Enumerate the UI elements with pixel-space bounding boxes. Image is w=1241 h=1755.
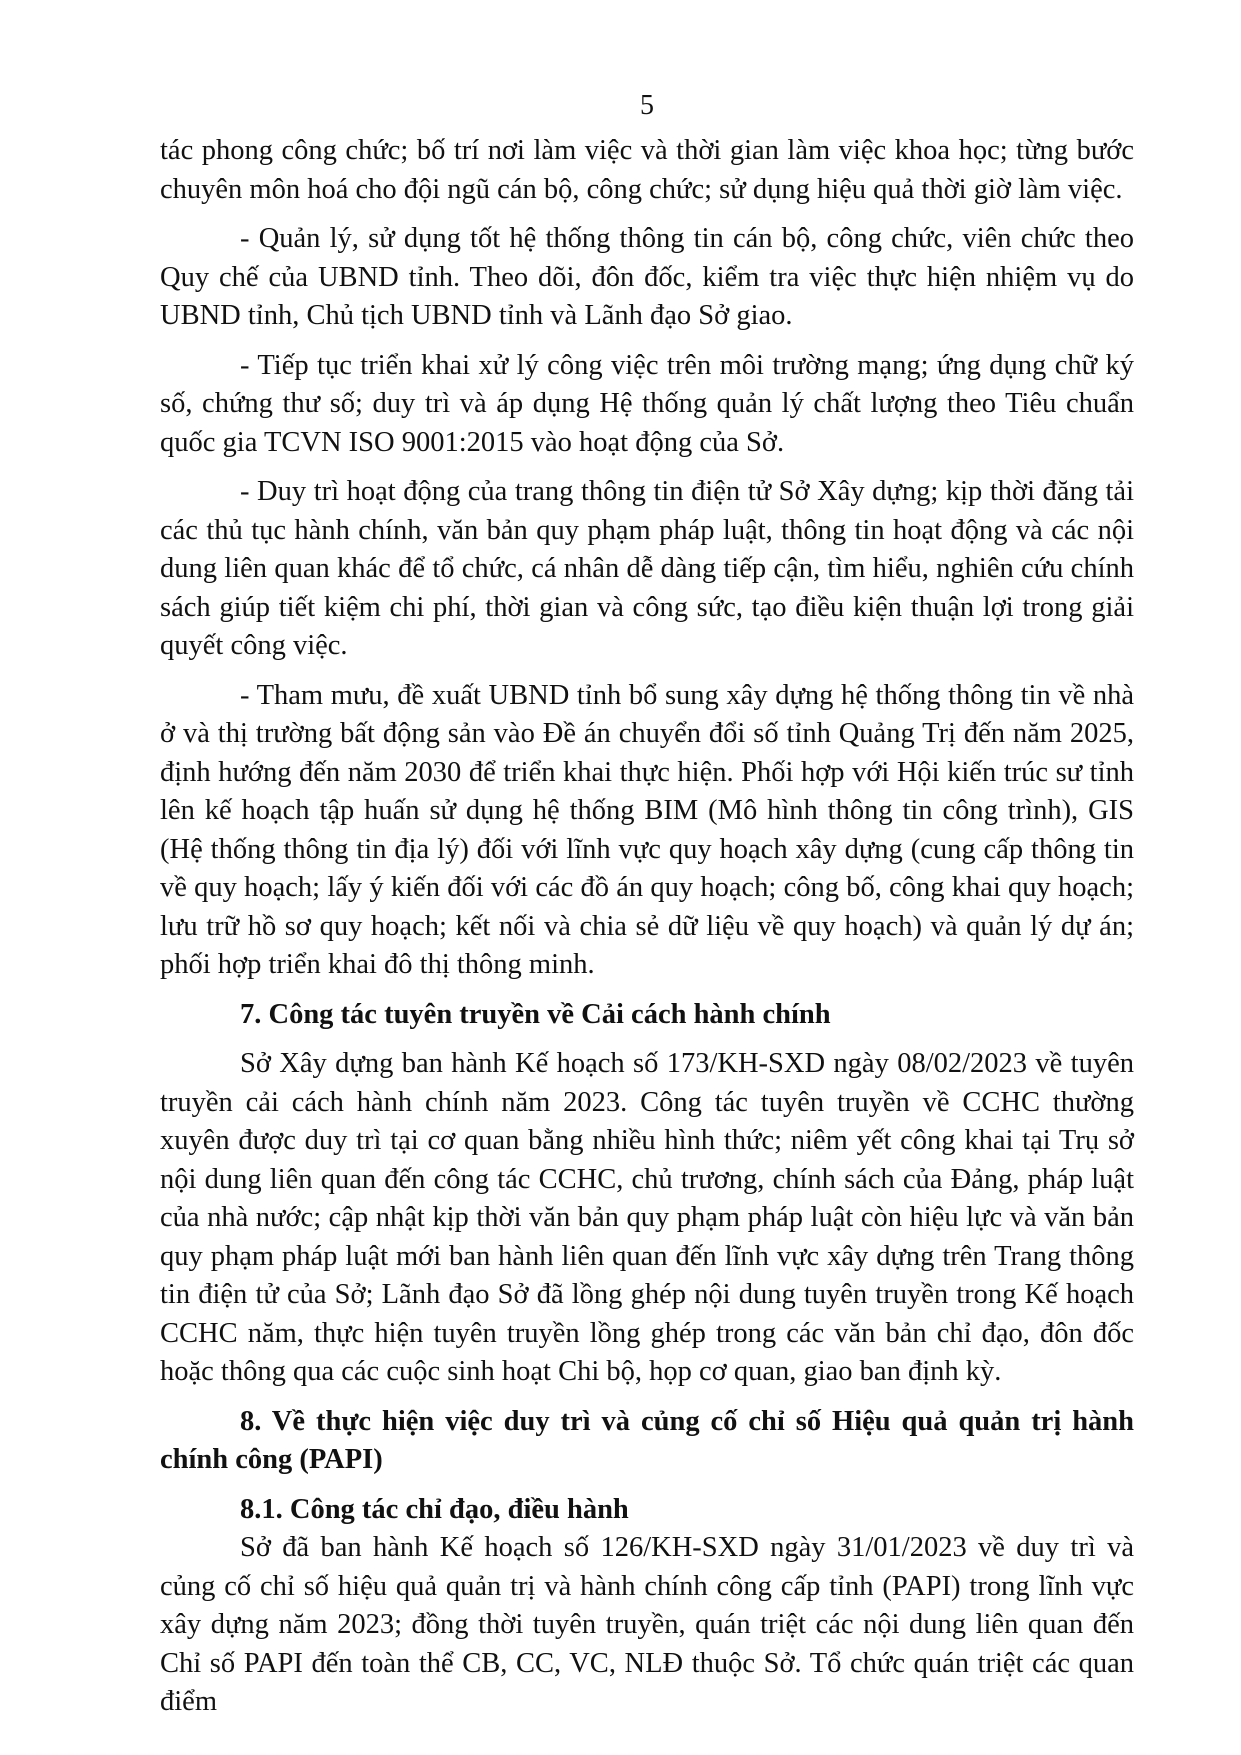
- page-number: 5: [640, 90, 654, 121]
- heading-section-8: 8. Về thực hiện việc duy trì và củng cố chỉ số Hiệu quả quản trị hành chính công (PAPI): [160, 1405, 1134, 1475]
- paragraph-information-system: - Quản lý, sử dụng tốt hệ thống thông tin cán bộ, công chức, viên chức theo Quy chế của UBND tỉnh. Theo dõi, đôn đốc, kiểm tra việc thực hiện nhiệm vụ do UBND tỉnh, Chủ tịch UBND tỉnh và Lãnh đạo Sở giao.: [160, 223, 1134, 331]
- paragraph-online-processing: - Tiếp tục triển khai xử lý công việc trên môi trường mạng; ứng dụng chữ ký số, chứng thư số; duy trì và áp dụng Hệ thống quản lý chất lượng theo Tiêu chuẩn quốc gia TCVN ISO 9001:2015 vào hoạt động của Sở.: [160, 349, 1134, 458]
- paragraph-digital-transformation: - Tham mưu, đề xuất UBND tỉnh bổ sung xây dựng hệ thống thông tin về nhà ở và thị trường bất động sản vào Đề án chuyển đổi số tỉnh Quảng Trị đến năm 2025, định hướng đến năm 2030 để triển khai thực hiện. Phối hợp với Hội kiến trúc sư tỉnh lên kế hoạch tập huấn sử dụng hệ thống BIM (Mô hình thông tin công trình), GIS (Hệ thống thông tin địa lý) đối với lĩnh vực quy hoạch xây dựng (cung cấp thông tin về quy hoạch; lấy ý kiến đối với các đồ án quy hoạch; công bố, công khai quy hoạch; lưu trữ hồ sơ quy hoạch; kết nối và chia sẻ dữ liệu về quy hoạch) và quản lý dự án; phối hợp triển khai đô thị thông minh.: [160, 679, 1134, 980]
- document-page: [160, 86, 1134, 1722]
- heading-section-7: 7. Công tác tuyên truyền về Cải cách hành chính: [240, 998, 831, 1030]
- paragraph-website: - Duy trì hoạt động của trang thông tin điện tử Sở Xây dựng; kịp thời đăng tải các thủ tục hành chính, văn bản quy phạm pháp luật, thông tin hoạt động và các nội dung liên quan khác để tổ chức, cá nhân dễ dàng tiếp cận, tìm hiểu, nghiên cứu chính sách giúp tiết kiệm chi phí, thời gian và công sức, tạo điều kiện thuận lợi trong giải quyết công việc.: [160, 476, 1134, 661]
- paragraph-papi-plan: Sở đã ban hành Kế hoạch số 126/KH-SXD ngày 31/01/2023 về duy trì và củng cố chỉ số hiệu quả quản trị và hành chính công cấp tỉnh (PAPI) trong lĩnh vực xây dựng năm 2023; đồng thời tuyên truyền, quán triệt các nội dung liên quan đến Chỉ số PAPI đến toàn thể CB, CC, VC, NLĐ thuộc Sở. Tổ chức quán triệt các quan điểm: [160, 1532, 1134, 1717]
- paragraph-continuation: tác phong công chức; bố trí nơi làm việc và thời gian làm việc khoa học; từng bước chuyên môn hoá cho đội ngũ cán bộ, công chức; sử dụng hiệu quả thời giờ làm việc.: [160, 135, 1134, 205]
- paragraph-propaganda: Sở Xây dựng ban hành Kế hoạch số 173/KH-SXD ngày 08/02/2023 về tuyên truyền cải cách hành chính năm 2023. Công tác tuyên truyền về CCHC thường xuyên được duy trì tại cơ quan bằng nhiều hình thức; niêm yết công khai tại Trụ sở nội dung liên quan đến công tác CCHC, chủ trương, chính sách của Đảng, pháp luật của nhà nước; cập nhật kịp thời văn bản quy phạm pháp luật còn hiệu lực và văn bản quy phạm pháp luật mới ban hành liên quan đến lĩnh vực xây dựng trên Trang thông tin điện tử của Sở; Lãnh đạo Sở đã lồng ghép nội dung tuyên truyền trong Kế hoạch CCHC năm, thực hiện tuyên truyền lồng ghép trong các văn bản chỉ đạo, đôn đốc hoặc thông qua các cuộc sinh hoạt Chi bộ, họp cơ quan, giao ban định kỳ.: [160, 1048, 1134, 1387]
- heading-section-8-1: 8.1. Công tác chỉ đạo, điều hành: [240, 1493, 629, 1525]
